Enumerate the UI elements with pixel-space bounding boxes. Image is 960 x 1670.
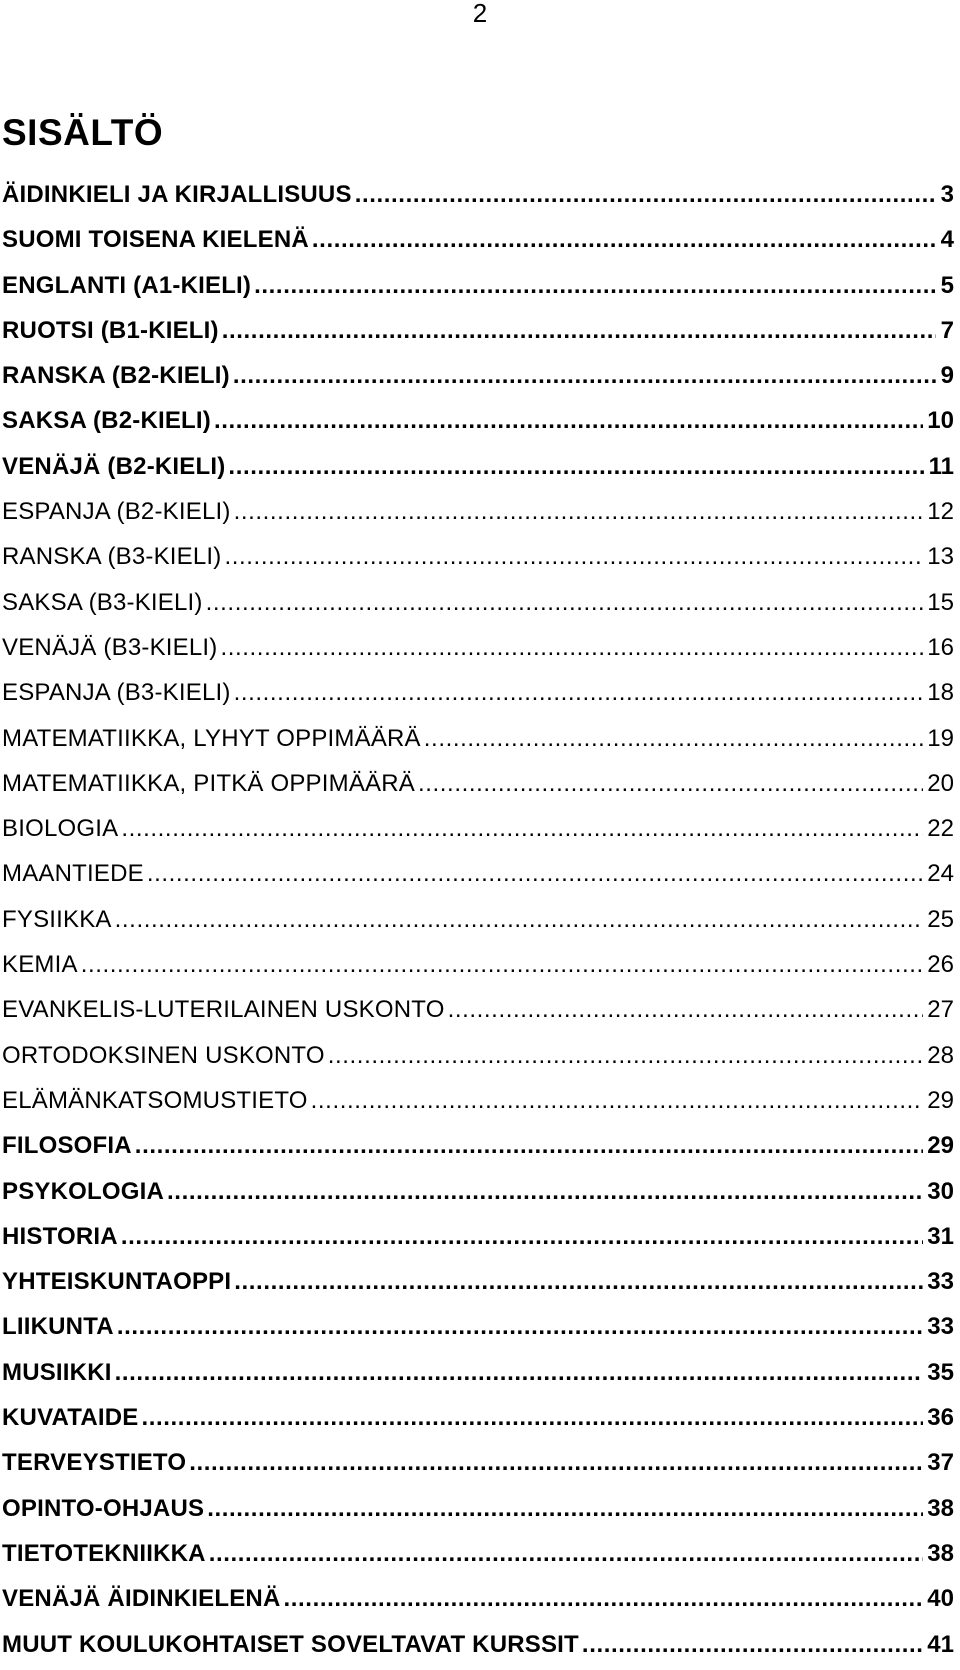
toc-entry-page-number: 29 [927, 1086, 954, 1114]
toc-entry-page-number: 36 [927, 1404, 954, 1432]
toc-entry[interactable] [0, 1262, 954, 1307]
toc-entry[interactable] [0, 1036, 954, 1081]
toc-entry[interactable] [0, 945, 954, 990]
toc-entry[interactable] [0, 583, 954, 628]
toc-entry-label: MATEMATIIKKA, LYHYT OPPIMÄÄRÄ [2, 724, 421, 752]
dot-leader [135, 1126, 924, 1166]
toc-entry-label: SAKSA (B2-KIELI) [2, 407, 211, 435]
dot-leader [234, 492, 924, 532]
toc-entry[interactable] [0, 1081, 954, 1126]
toc-entry[interactable] [0, 311, 954, 356]
toc-entry-page-number: 7 [940, 316, 954, 344]
toc-entry-label: MUSIIKKI [2, 1358, 112, 1386]
dot-leader [220, 628, 923, 668]
toc-entry-page-number: 22 [927, 815, 954, 843]
toc-entry-page-number: 11 [928, 452, 954, 480]
toc-entry-label: KEMIA [2, 951, 78, 979]
toc-entry[interactable] [0, 1353, 954, 1398]
toc-entry-label: VENÄJÄ (B2-KIELI) [2, 452, 226, 480]
toc-entry[interactable] [0, 1307, 954, 1352]
toc-entry-page-number: 33 [927, 1313, 954, 1341]
dot-leader [167, 1172, 923, 1212]
toc-entry-page-number: 35 [927, 1358, 954, 1386]
toc-entry-page-number: 28 [927, 1041, 954, 1069]
dot-leader [117, 1307, 923, 1347]
toc-entry-label: VENÄJÄ ÄIDINKIELENÄ [2, 1585, 281, 1613]
toc-entry-label: LIIKUNTA [2, 1313, 114, 1341]
toc-entry[interactable] [0, 175, 954, 220]
table-of-contents [0, 175, 954, 1670]
dot-leader [115, 900, 924, 940]
toc-entry-page-number: 24 [927, 860, 954, 888]
toc-entry-label: ENGLANTI (A1-KIELI) [2, 271, 252, 299]
dot-leader [222, 311, 936, 351]
dot-leader [214, 401, 923, 441]
dot-leader [121, 809, 923, 849]
toc-entry-label: TIETOTEKNIIKKA [2, 1539, 206, 1567]
toc-entry[interactable] [0, 809, 954, 854]
dot-leader [234, 673, 924, 713]
dot-leader [312, 220, 936, 260]
dot-leader [418, 764, 923, 804]
toc-entry-label: MUUT KOULUKOHTAISET SOVELTAVAT KURSSIT [2, 1630, 579, 1658]
page-number: 2 [472, 0, 488, 28]
dot-leader [115, 1353, 924, 1393]
toc-title: SISÄLTÖ [2, 112, 164, 153]
dot-leader [228, 447, 924, 487]
toc-entry-page-number: 20 [927, 769, 954, 797]
toc-entry-page-number: 41 [927, 1630, 954, 1658]
toc-entry[interactable] [0, 266, 954, 311]
dot-leader [141, 1398, 923, 1438]
toc-entry-page-number: 16 [927, 633, 954, 661]
dot-leader [147, 854, 923, 894]
toc-entry-page-number: 33 [927, 1268, 954, 1296]
dot-leader [424, 719, 924, 759]
toc-entry-label: FILOSOFIA [2, 1132, 132, 1160]
toc-entry[interactable] [0, 1625, 954, 1670]
toc-entry-page-number: 29 [927, 1132, 954, 1160]
dot-leader [189, 1443, 923, 1483]
toc-entry[interactable] [0, 537, 954, 582]
toc-entry-label: MAANTIEDE [2, 860, 144, 888]
toc-entry-page-number: 4 [940, 226, 954, 254]
toc-entry-page-number: 12 [927, 498, 954, 526]
dot-leader [284, 1579, 924, 1619]
dot-leader [234, 1262, 923, 1302]
toc-entry-label: ELÄMÄNKATSOMUSTIETO [2, 1086, 308, 1114]
toc-entry[interactable] [0, 990, 954, 1035]
toc-entry[interactable] [0, 1443, 954, 1488]
toc-entry-page-number: 40 [927, 1585, 954, 1613]
toc-entry-label: YHTEISKUNTAOPPI [2, 1268, 232, 1296]
toc-entry-label: ESPANJA (B3-KIELI) [2, 679, 231, 707]
toc-entry-page-number: 10 [927, 407, 954, 435]
toc-entry-label: PSYKOLOGIA [2, 1177, 165, 1205]
dot-leader [311, 1081, 924, 1121]
toc-entry-label: SUOMI TOISENA KIELENÄ [2, 226, 309, 254]
toc-entry-label: HISTORIA [2, 1222, 118, 1250]
toc-entry[interactable] [0, 220, 954, 265]
dot-leader [233, 356, 936, 396]
toc-entry-page-number: 13 [927, 543, 954, 571]
toc-entry-label: ORTODOKSINEN USKONTO [2, 1041, 325, 1069]
toc-entry[interactable] [0, 1126, 954, 1171]
toc-entry[interactable] [0, 900, 954, 945]
toc-entry[interactable] [0, 854, 954, 899]
toc-entry-label: VENÄJÄ (B3-KIELI) [2, 633, 218, 661]
dot-leader [448, 990, 924, 1030]
toc-entry-label: ÄIDINKIELI JA KIRJALLISUUS [2, 181, 352, 208]
toc-entry-label: KUVATAIDE [2, 1404, 139, 1432]
toc-entry-page-number: 26 [927, 951, 954, 979]
dot-leader [121, 1217, 923, 1257]
toc-entry-page-number: 15 [927, 588, 954, 616]
toc-entry-label: SAKSA (B3-KIELI) [2, 588, 203, 616]
toc-entry[interactable] [0, 492, 954, 537]
toc-entry-page-number: 9 [940, 362, 954, 390]
toc-entry[interactable] [0, 1534, 954, 1579]
toc-entry-page-number: 38 [927, 1539, 954, 1567]
toc-entry[interactable] [0, 628, 954, 673]
toc-entry-page-number: 37 [927, 1449, 954, 1477]
toc-entry[interactable] [0, 1489, 954, 1534]
toc-entry-page-number: 5 [940, 271, 954, 299]
toc-entry[interactable] [0, 447, 954, 492]
dot-leader [355, 175, 936, 215]
toc-entry-page-number: 19 [927, 724, 954, 752]
toc-entry[interactable] [0, 356, 954, 401]
dot-leader [224, 537, 923, 577]
toc-entry[interactable] [0, 1172, 954, 1217]
dot-leader [81, 945, 924, 985]
toc-entry-label: MATEMATIIKKA, PITKÄ OPPIMÄÄRÄ [2, 769, 415, 797]
toc-entry-label: TERVEYSTIETO [2, 1449, 187, 1477]
toc-entry-label: RANSKA (B2-KIELI) [2, 362, 230, 390]
toc-entry-label: EVANKELIS-LUTERILAINEN USKONTO [2, 996, 445, 1024]
toc-entry[interactable] [0, 1217, 954, 1262]
dot-leader [209, 1534, 924, 1574]
toc-entry-page-number: 18 [927, 679, 954, 707]
dot-leader [254, 266, 936, 306]
dot-leader [582, 1625, 923, 1665]
toc-entry-label: BIOLOGIA [2, 815, 119, 843]
toc-entry[interactable] [0, 764, 954, 809]
toc-entry[interactable] [0, 673, 954, 718]
dot-leader [207, 1489, 923, 1529]
toc-entry-page-number: 31 [927, 1222, 954, 1250]
toc-entry[interactable] [0, 1579, 954, 1624]
toc-entry-page-number: 25 [927, 905, 954, 933]
toc-entry-label: RANSKA (B3-KIELI) [2, 543, 222, 571]
dot-leader [328, 1036, 924, 1076]
dot-leader [206, 583, 924, 623]
toc-entry-label: FYSIIKKA [2, 905, 112, 933]
toc-entry[interactable] [0, 1398, 954, 1443]
toc-entry-label: OPINTO-OHJAUS [2, 1494, 205, 1522]
toc-entry-page-number: 3 [940, 181, 954, 208]
toc-entry-label: ESPANJA (B2-KIELI) [2, 498, 231, 526]
toc-entry[interactable] [0, 401, 954, 446]
toc-entry-page-number: 27 [927, 996, 954, 1024]
toc-entry-label: RUOTSI (B1-KIELI) [2, 316, 219, 344]
toc-entry-page-number: 30 [927, 1177, 954, 1205]
toc-entry[interactable] [0, 719, 954, 764]
toc-entry-page-number: 38 [927, 1494, 954, 1522]
